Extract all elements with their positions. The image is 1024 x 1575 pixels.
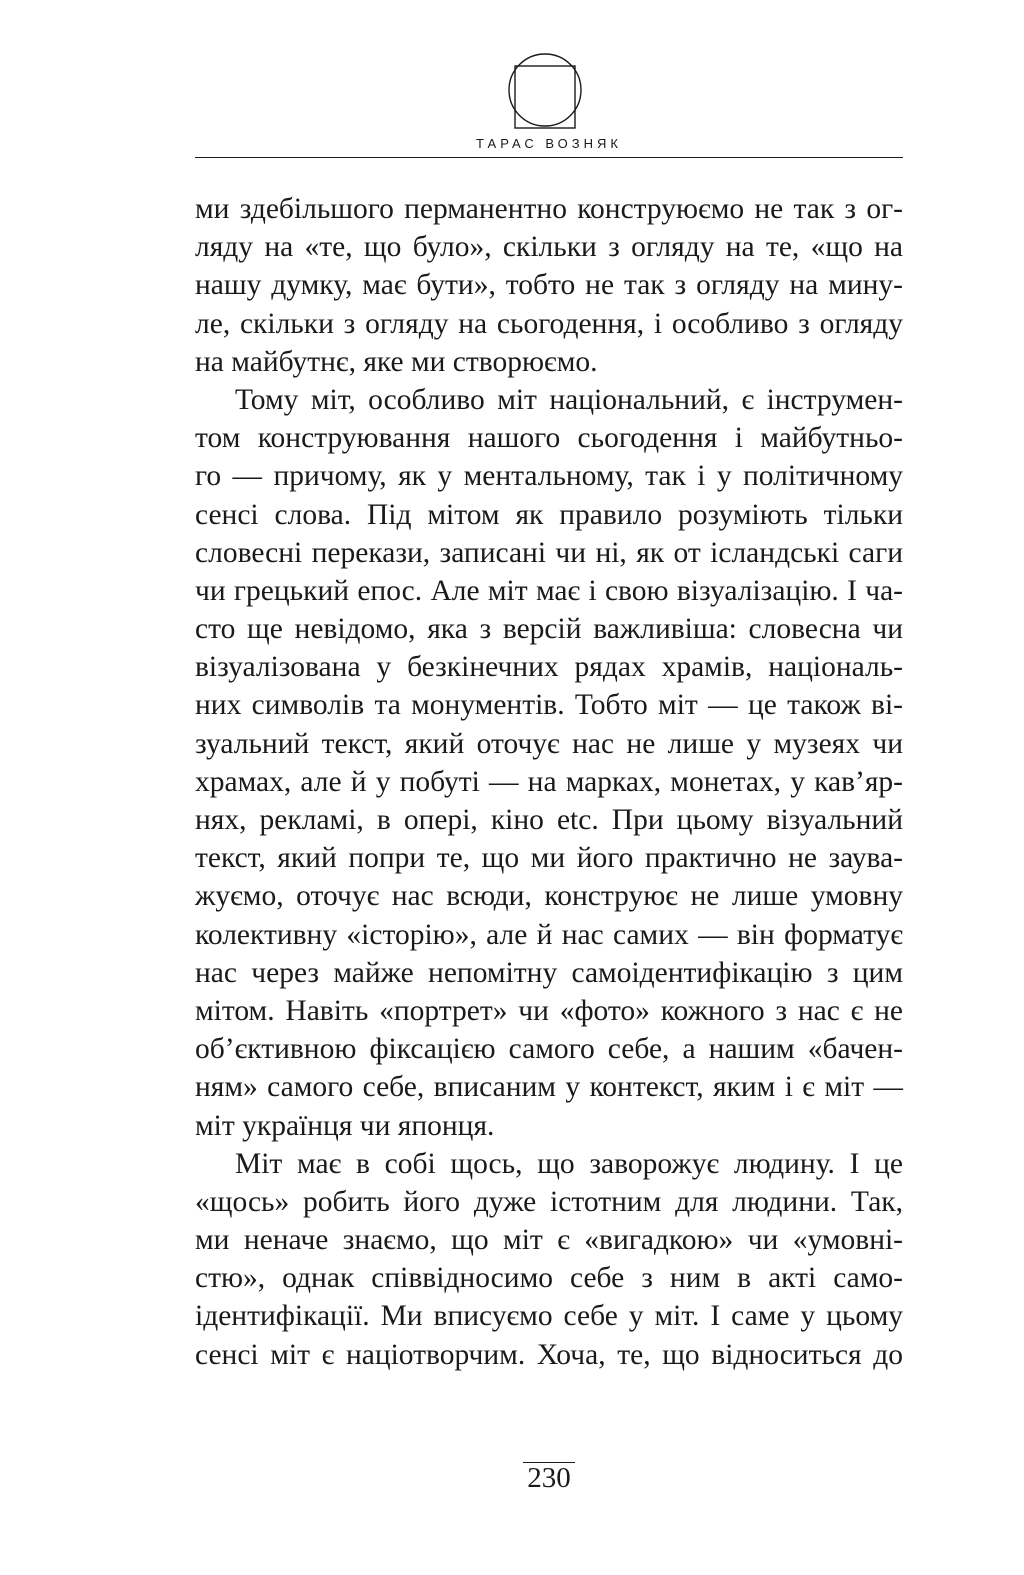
text-line: храмах, але й у побуті — на марках, монетах, у кав’яр- [195,765,903,798]
text-line: об’єктивною фіксацією самого себе, а нашим «бачен- [195,1033,903,1066]
header-rule [195,157,903,158]
text-line: «щось» робить його дуже істотним для людини. Так, [195,1185,903,1218]
text-line: ле, скільки з огляду на сьогодення, і особливо з огляду [195,307,903,340]
text-line: том конструювання нашого сьогодення і майбутньо- [195,422,903,455]
text-line: сенсі слова. Під мітом як правило розуміють тільки [195,498,903,531]
text-line: нас через майже непомітну самоідентифікацію з цим [195,956,903,989]
text-line: сенсі міт є націотворчим. Хоча, те, що відноситься до [195,1338,903,1371]
page-number-label: 230 [523,1462,575,1493]
text-line: ням» самого себе, вписаним у контекст, яким і є міт — [195,1071,903,1104]
text-line: ми здебільшого перманентно конструюємо не так з ог- [195,193,903,225]
running-head: ТАРАС ВОЗНЯК [476,136,622,151]
paragraph [195,1145,903,1374]
text-line: візуалізована у безкінечних рядах храмів, національ- [195,651,903,684]
body-text [195,190,903,1374]
text-line: ляду на «те, що було», скільки з огляду на те, «що на [195,231,903,264]
paragraph [195,190,903,381]
text-line: зуальний текст, який оточує нас не лише у музеях чи [195,727,903,760]
text-line: ми неначе знаємо, що міт є «вигадкою» чи «умовні- [195,1224,903,1257]
text-line: текст, який попри те, що ми його практично не заува- [195,842,903,875]
text-line: нашу думку, має бути», тобто не так з огляду на мину- [195,269,903,302]
text-line: нях, рекламі, в опері, кіно etc. При цьому візуальний [195,804,903,836]
text-line: на майбутнє, яке ми створюємо. [195,345,598,378]
text-line: мітом. Навіть «портрет» чи «фото» кожного з нас є не [195,994,903,1027]
text-line: міт українця чи японця. [195,1109,495,1142]
text-line: го — причому, як у ментальному, так і у політичному [195,460,903,493]
paragraph [195,381,903,1145]
page-number [195,1462,903,1495]
text-line: ідентифікації. Ми вписуємо себе у міт. І саме у цьому [195,1300,903,1333]
text-line: словесні перекази, записані чи ні, як от ісландські саги [195,536,903,569]
text-line: стю», однак співвідносимо себе з ним в акті само- [195,1262,903,1295]
text-line: жуємо, оточує нас всюди, конструює не лише умовну [195,880,903,913]
text-line: них символів та монументів. Тобто міт — це також ві- [195,689,903,722]
text-line: Міт має в собі щось, що заворожує людину. І це [235,1147,903,1180]
text-line: колективну «історію», але й нас самих — він форматує [195,918,903,951]
text-line: чи грецький епос. Але міт має і свою візуалізацію. І ча- [195,574,903,607]
circle-square-logo-icon [507,48,583,136]
text-line: сто ще невідомо, яка з версій важливіша: словесна чи [195,613,903,646]
text-line: Тому міт, особливо міт національний, є інструмен- [235,383,903,416]
